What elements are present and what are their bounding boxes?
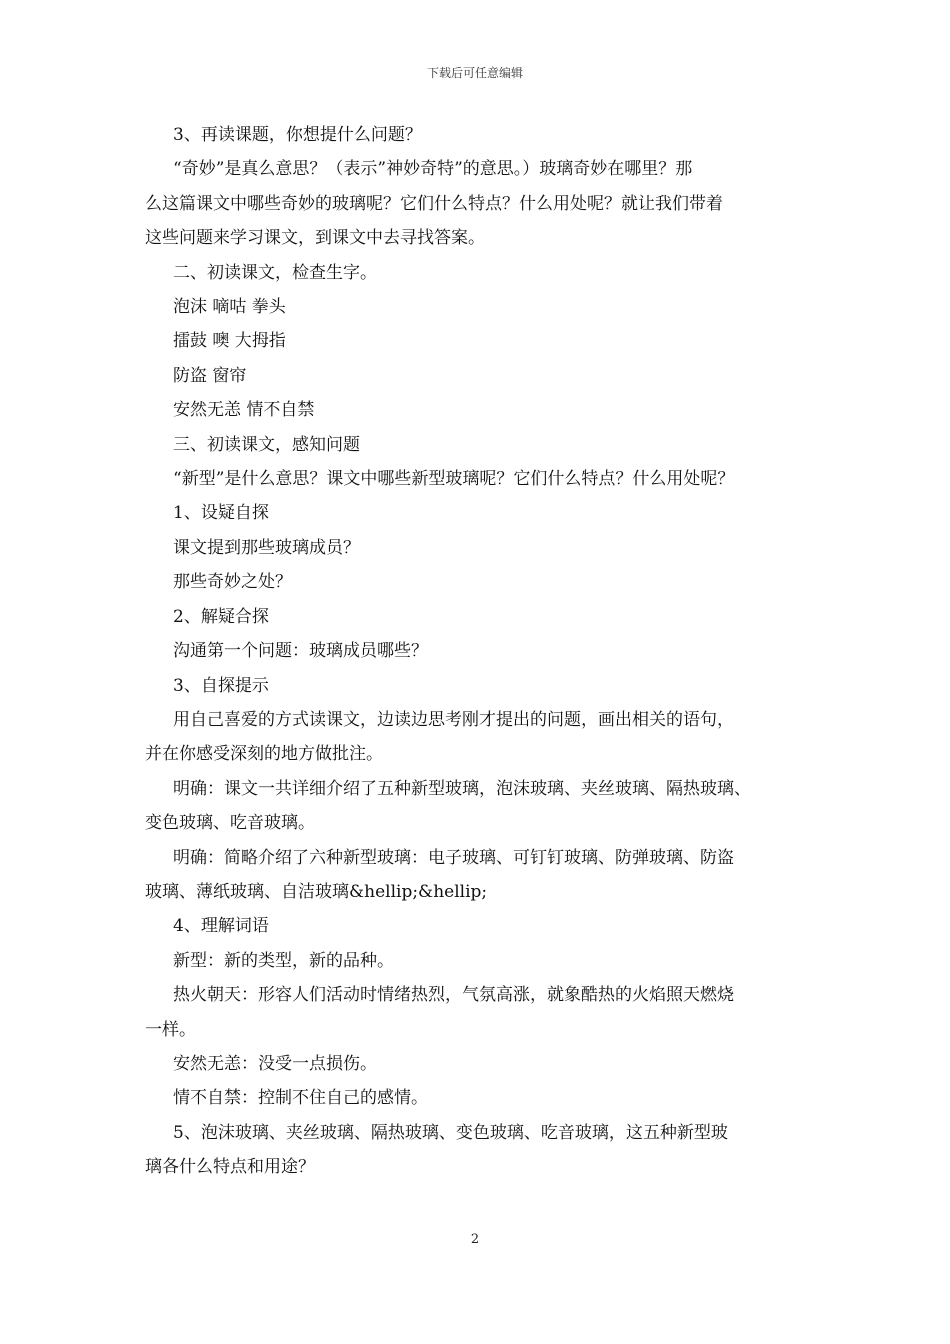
section-heading: 三、初读课文，感知问题 xyxy=(173,434,360,455)
text-line: 情不自禁：控制不住自己的感情。 xyxy=(173,1088,428,1109)
text-line: 用自己喜爱的方式读课文，边读边思考刚才提出的问题，画出相关的语句， xyxy=(173,709,734,730)
subsection-heading: 2、解疑合探 xyxy=(173,606,269,627)
text-line: 这些问题来学习课文，到课文中去寻找答案。 xyxy=(145,228,485,249)
text-line: 一样。 xyxy=(145,1019,196,1040)
subsection-heading: 4、理解词语 xyxy=(173,916,269,937)
text-line: 安然无恙 情不自禁 xyxy=(173,400,315,421)
document-body xyxy=(145,118,815,1185)
text-line: “奇妙”是真么意思？（表示”神妙奇特”的意思。）玻璃奇妙在哪里？那 xyxy=(173,159,693,180)
text-line: 么这篇课文中哪些奇妙的玻璃呢？它们什么特点？什么用处呢？就让我们带着 xyxy=(145,193,723,214)
text-line: 擂鼓 噢 大拇指 xyxy=(173,331,286,352)
text-line: 明确：简略介绍了六种新型玻璃：电子玻璃、可钉钉玻璃、防弹玻璃、防盗 xyxy=(173,847,734,868)
text-line: 泡沫 嘀咕 拳头 xyxy=(173,297,286,318)
subsection-heading: 1、设疑自探 xyxy=(173,503,269,524)
subsection-heading: 5、泡沫玻璃、夹丝玻璃、隔热玻璃、变色玻璃、吃音玻璃，这五种新型玻 xyxy=(173,1122,728,1143)
subsection-heading: 3、自探提示 xyxy=(173,675,269,696)
text-line: 3、再读课题，你想提什么问题？ xyxy=(173,125,422,145)
text-line: 那些奇妙之处？ xyxy=(173,572,292,593)
text-line: 防盗 窗帘 xyxy=(173,365,247,386)
section-heading: 二、初读课文，检查生字。 xyxy=(173,262,377,283)
text-line: 玻璃、薄纸玻璃、自洁玻璃&hellip;&hellip; xyxy=(145,881,488,902)
page-header: 下载后可任意编辑 xyxy=(426,66,523,80)
page-number: 2 xyxy=(470,1232,480,1247)
text-line: 璃各什么特点和用途？ xyxy=(145,1157,315,1178)
text-line: 新型：新的类型，新的品种。 xyxy=(173,950,394,971)
text-line: 课文提到那些玻璃成员？ xyxy=(173,537,360,558)
text-line: 并在你感受深刻的地方做批注。 xyxy=(145,744,383,765)
text-line: 沟通第一个问题：玻璃成员哪些？ xyxy=(173,641,428,662)
text-line: 安然无恙：没受一点损伤。 xyxy=(173,1053,377,1074)
text-line: 明确：课文一共详细介绍了五种新型玻璃，泡沫玻璃、夹丝玻璃、隔热玻璃、 xyxy=(173,778,751,799)
text-line: “新型”是什么意思？课文中哪些新型玻璃呢？它们什么特点？什么用处呢？ xyxy=(173,469,735,490)
text-line: 变色玻璃、吃音玻璃。 xyxy=(145,813,315,834)
text-line: 热火朝天：形容人们活动时情绪热烈，气氛高涨，就象酷热的火焰照天燃烧 xyxy=(173,985,734,1006)
